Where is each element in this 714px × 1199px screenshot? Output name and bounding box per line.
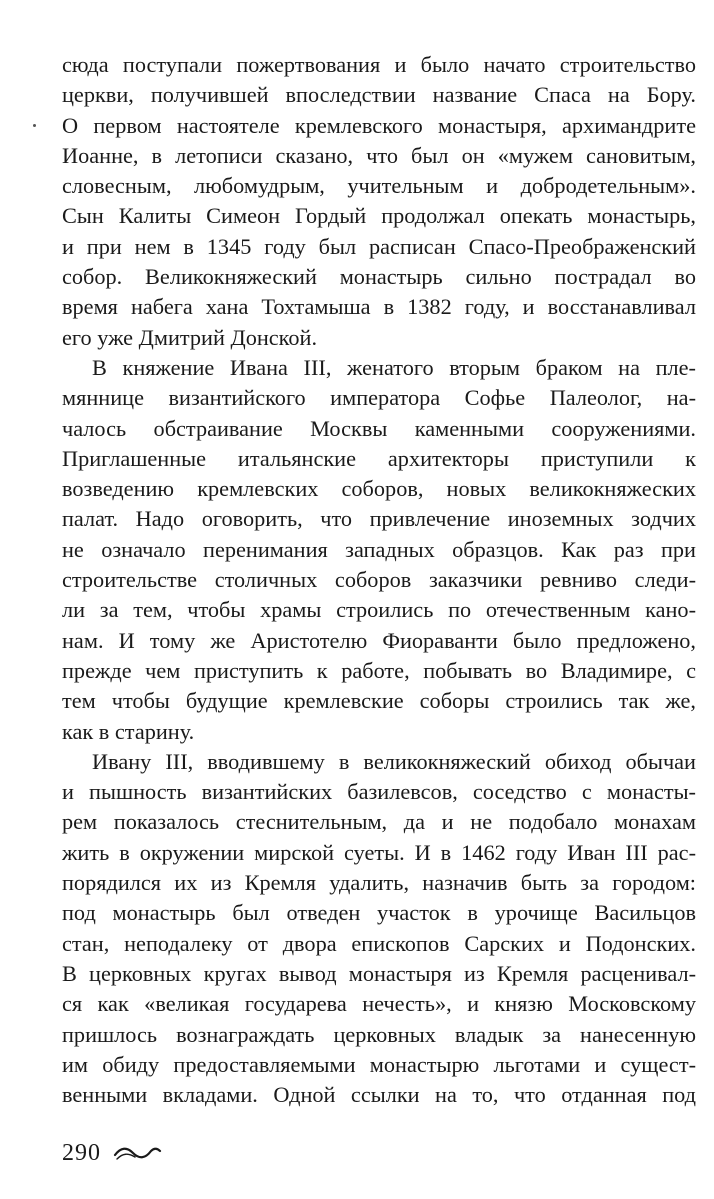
text-line: чалось обстраивание Москвы каменными сооружениями. (62, 415, 696, 441)
page-footer (62, 1133, 163, 1173)
text-line: Приглашенные итальянские архитекторы приступили к (62, 445, 696, 471)
text-line: словесным, любомудрым, учительным и добродетельным». (62, 173, 696, 199)
text-line: палат. Надо оговорить, что привлечение иноземных зодчих (62, 506, 696, 532)
paragraph-first-line: Ивану III, вводившему в великокняжеский обиход обычаи (92, 748, 696, 774)
text-line: сюда поступали пожертвования и было начато строительство (62, 52, 696, 77)
text-line: под монастырь был отведен участок в урочище Васильцов (62, 900, 696, 926)
text-line: тем чтобы будущие кремлевские соборы строились так же, (62, 688, 696, 714)
text-line: Сын Калиты Симеон Гордый продолжал опекать монастырь, (62, 203, 696, 229)
text-line: прежде чем приступить к работе, побывать во Владимире, с (62, 657, 696, 683)
text-line: не означало перенимания западных образцов. Как раз при (62, 536, 696, 562)
text-line: время набега хана Тохтамыша в 1382 году, и восстанавливал (62, 294, 696, 320)
text-line: ли за тем, чтобы храмы строились по отечественным кано- (62, 597, 696, 623)
text-line: В церковных кругах вывод монастыря из Кремля расценивал- (62, 960, 696, 986)
tilde-flourish-icon (113, 1143, 163, 1163)
text-line: возведению кремлевских соборов, новых великокняжеских (62, 476, 696, 502)
text-line: церкви, получившей впоследствии название Спаса на Бору. (62, 82, 696, 108)
body-text (62, 50, 696, 1110)
text-line: Иоанне, в летописи сказано, что был он «мужем сановитым, (62, 142, 696, 168)
text-line: жить в окружении мирской суеты. И в 1462 году Иван III рас- (62, 839, 696, 865)
text-line: и при нем в 1345 году был расписан Спасо-Преображенский (62, 233, 696, 259)
text-line: пришлось вознаграждать церковных владык за нанесенную (62, 1021, 696, 1047)
page-number: 290 (62, 1139, 101, 1166)
text-line: стан, неподалеку от двора епископов Сарских и Подонских. (62, 930, 696, 956)
text-line: порядился их из Кремля удалить, назначив быть за городом: (62, 870, 696, 896)
text-line: ся как «великая государева нечесть», и князю Московскому (62, 991, 696, 1017)
text-line: венными вкладами. Одной ссылки на то, что отданная под (62, 1082, 696, 1108)
text-line: рем показалось стеснительным, да и не подобало монахам (62, 809, 696, 835)
text-line: и пышность византийских базилевсов, соседство с монасты- (62, 779, 696, 805)
text-line: как в старину. (62, 718, 195, 744)
stray-print-mark (33, 124, 36, 127)
text-line: его уже Дмитрий Донской. (62, 324, 318, 350)
text-line: нам. И тому же Аристотелю Фиораванти было предложено, (62, 627, 696, 653)
text-line: мяннице византийского императора Софье Палеолог, на- (62, 385, 696, 411)
text-line: О первом настоятеле кремлевского монастыря, архимандрите (62, 112, 696, 138)
text-line: собор. Великокняжеский монастырь сильно пострадал во (62, 264, 696, 290)
text-line: строительстве столичных соборов заказчики ревниво следи- (62, 567, 696, 593)
text-line: им обиду предоставляемыми монастырю льготами и сущест- (62, 1051, 696, 1077)
paragraph-first-line: В княжение Ивана III, женатого вторым браком на пле- (92, 354, 696, 380)
